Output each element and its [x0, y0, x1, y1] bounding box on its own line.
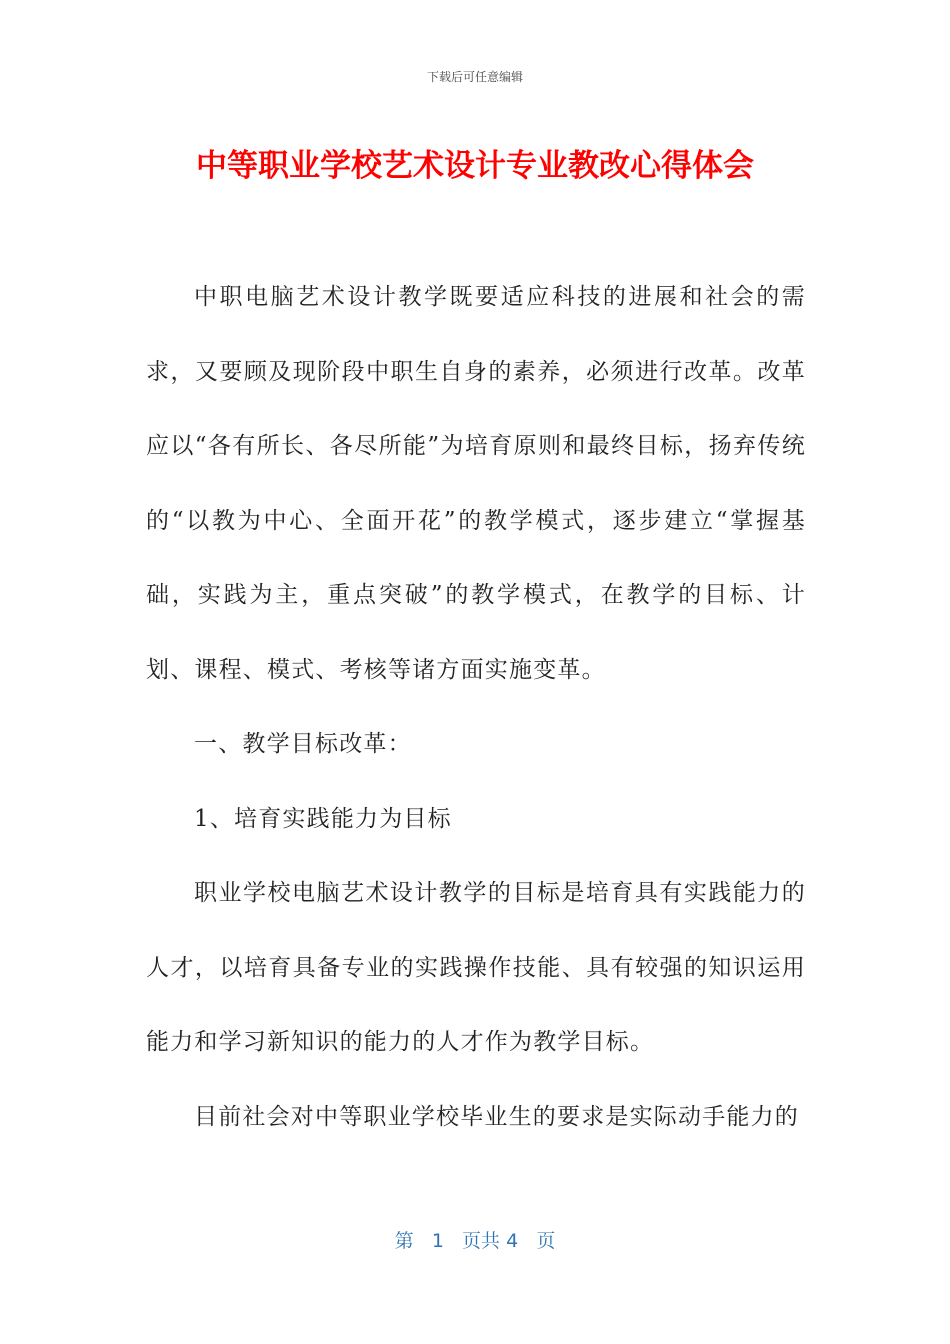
section-heading: 一、教学目标改革： — [194, 731, 412, 757]
subsection-heading: 1、培育实践能力为目标 — [194, 805, 452, 832]
footer-total-pages: 4 — [506, 1230, 519, 1252]
paragraph-intro: 中职电脑艺术设计教学既要适应科技的进展和社会的需求，又要顾及现阶段中职生自身的素养，必须进行改革。改革应以“各有所长、各尽所能”为培育原则和最终目标，扬弃传统的“以教为中心、全面开花”的教学模式，逐步建立“掌握基础，实践为主，重点突破”的教学模式，在教学的目标、计划、课程、模式、考核等诸方面实施变革。 — [146, 284, 806, 683]
footer-suffix: 页 — [536, 1230, 556, 1252]
paragraph-current: 目前社会对中等职业学校毕业生的要求是实际动手能力的 — [194, 1103, 799, 1130]
paragraph-goal: 职业学校电脑艺术设计教学的目标是培育具有实践能力的人才，以培育具备专业的实践操作技能、具有较强的知识运用能力和学习新知识的能力的人才作为教学目标。 — [146, 880, 806, 1055]
document-body — [146, 260, 806, 1154]
footer-current-page: 1 — [431, 1230, 444, 1252]
header-note: 下载后可任意编辑 — [426, 70, 523, 84]
page-footer — [0, 1226, 950, 1253]
document-title: 中等职业学校艺术设计专业教改心得体会 — [196, 148, 754, 184]
footer-prefix: 第 — [394, 1230, 414, 1252]
footer-middle: 页共 — [462, 1230, 501, 1252]
